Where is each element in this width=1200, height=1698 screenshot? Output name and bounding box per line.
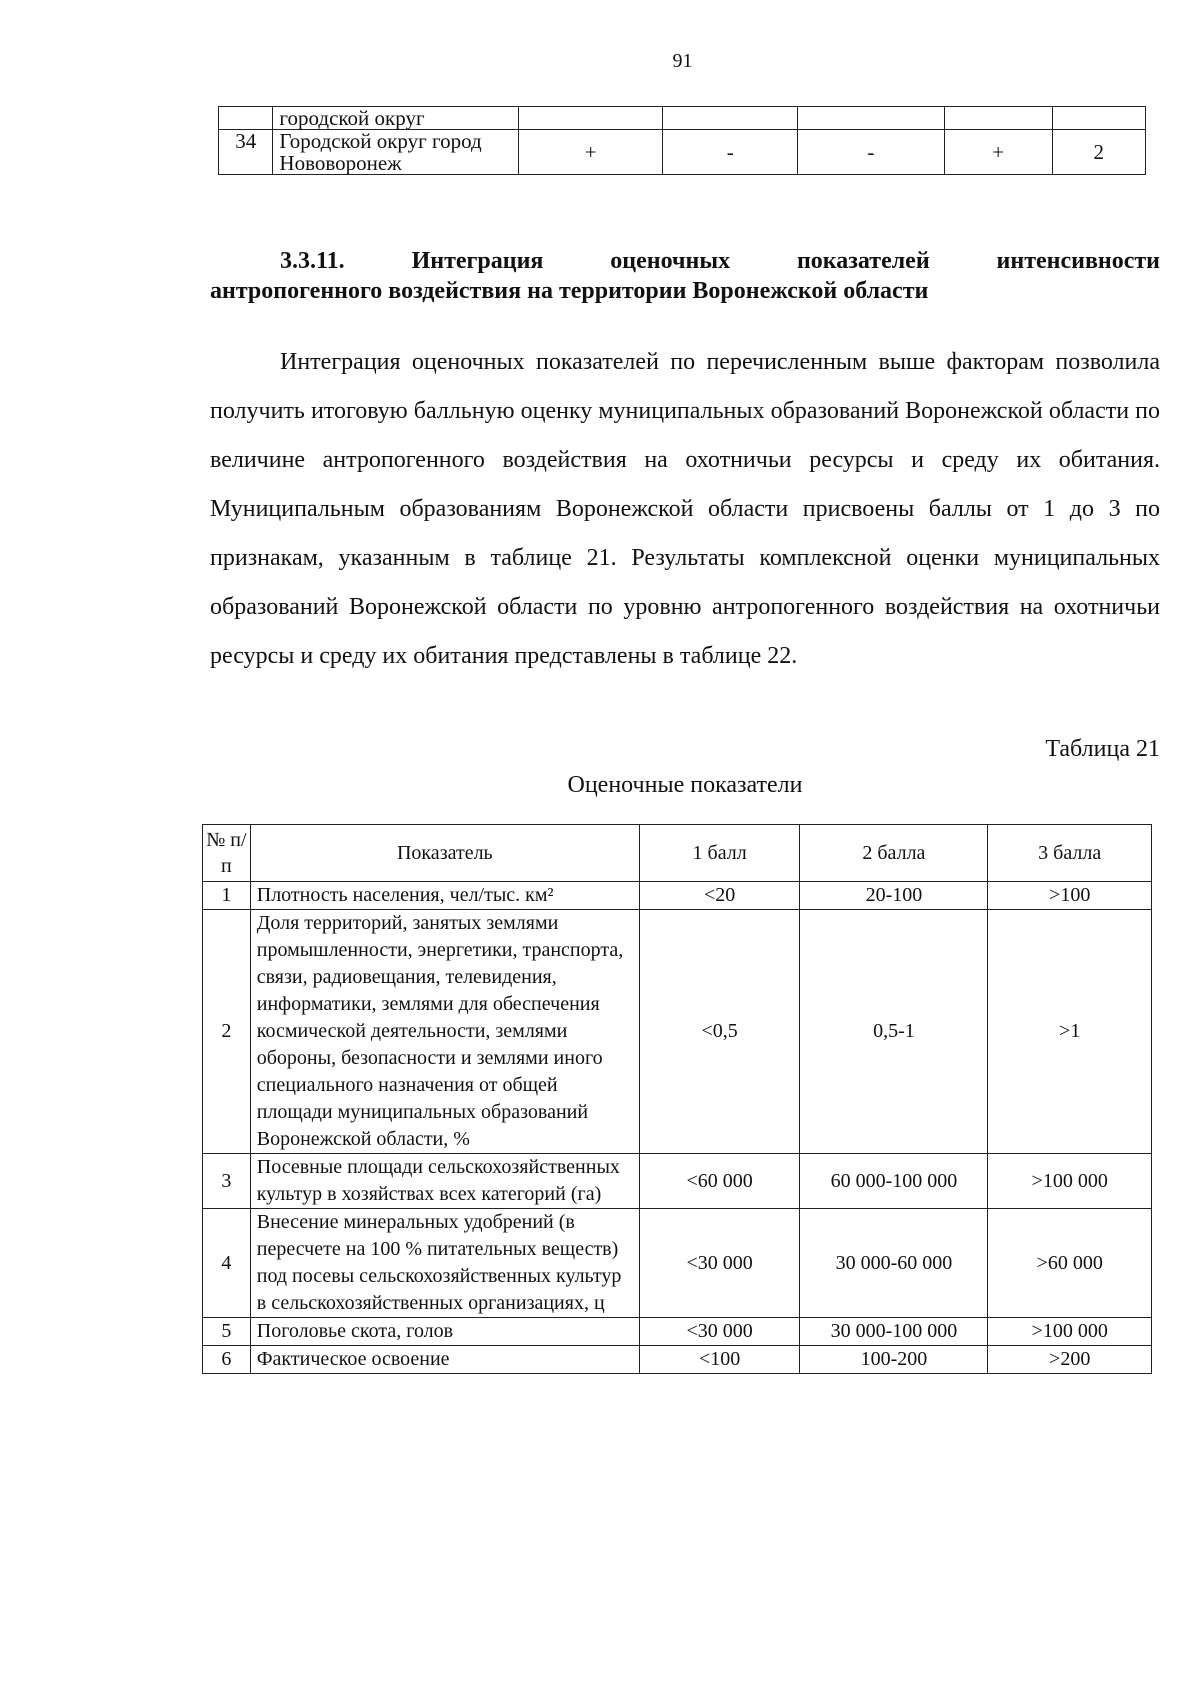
score-2-value: 20-100: [800, 882, 988, 910]
body-paragraph: Интеграция оценочных показателей по перечисленным выше факторам позволила получить итоговую балльную оценку муниципальных образований Воронежской области по величине антропогенного воздействия на охотничьи ресурсы и среду их обитания. Муниципальным образованиям Воронежской области присвоены баллы от 1 до 3 по признакам, указанным в таблице 21. Результаты комплексной оценки муниципальных образований Воронежской области по уровню антропогенного воздействия на охотничьи ресурсы и среду их обитания представлены в таблице 22.: [210, 349, 1160, 669]
indicator-name: Посевные площади сельскохозяйственных культур в хозяйствах всех категорий (га): [250, 1154, 639, 1209]
table-row: [203, 1209, 1152, 1318]
indicator-name: Плотность населения, чел/тыс. км²: [250, 882, 639, 910]
score-1-value: <30 000: [639, 1318, 800, 1346]
table-cell: -: [797, 130, 944, 175]
continued-table: [218, 106, 1146, 175]
row-number: 2: [203, 910, 251, 1154]
score-3-value: >100 000: [988, 1318, 1152, 1346]
header-score-3: 3 балла: [988, 825, 1152, 882]
row-number: 5: [203, 1318, 251, 1346]
municipality-name: Городской округ город Нововоронеж: [273, 130, 518, 175]
table-row: [203, 882, 1152, 910]
header-score-2: 2 балла: [800, 825, 988, 882]
score-2-value: 60 000-100 000: [800, 1154, 988, 1209]
header-indicator: Показатель: [250, 825, 639, 882]
table-cell: [1052, 107, 1145, 130]
score-1-value: <100: [639, 1346, 800, 1374]
row-number: 34: [219, 130, 273, 175]
table-cell: [797, 107, 944, 130]
row-number: 6: [203, 1346, 251, 1374]
table-cell: [663, 107, 797, 130]
table-cell: [944, 107, 1052, 130]
score-1-value: <0,5: [639, 910, 800, 1154]
score-2-value: 30 000-60 000: [800, 1209, 988, 1318]
header-num: № п/п: [203, 825, 251, 882]
indicator-name: Фактическое освоение: [250, 1346, 639, 1374]
score-1-value: <20: [639, 882, 800, 910]
section-heading: [210, 246, 1160, 306]
indicator-name: Доля территорий, занятых землями промышленности, энергетики, транспорта, связи, радиовещания, телевидения, информатики, землями для обеспечения космической деятельности, землями обороны, безопасности и землями иного специального назначения от общей площади муниципальных образований Воронежской области, %: [250, 910, 639, 1154]
table-cell: 2: [1052, 130, 1145, 175]
table-cell: +: [518, 130, 663, 175]
section-title-part1: Интеграция оценочных показателей интенсивности: [411, 248, 1161, 274]
row-number: 3: [203, 1154, 251, 1209]
table-row: [203, 1154, 1152, 1209]
table-row: [203, 910, 1152, 1154]
table-header-row: [203, 825, 1152, 882]
section-number: 3.3.11.: [280, 248, 345, 274]
score-2-value: 30 000-100 000: [800, 1318, 988, 1346]
table-row: [219, 107, 1146, 130]
page-number: 91: [672, 50, 693, 72]
score-1-value: <60 000: [639, 1154, 800, 1209]
score-3-value: >100 000: [988, 1154, 1152, 1209]
indicator-name: Внесение минеральных удобрений (в пересчете на 100 % питательных веществ) под посевы сельскохозяйственных культур в сельскохозяйственных организациях, ц: [250, 1209, 639, 1318]
score-2-value: 0,5-1: [800, 910, 988, 1154]
score-3-value: >1: [988, 910, 1152, 1154]
score-3-value: >200: [988, 1346, 1152, 1374]
table-cell: [518, 107, 663, 130]
table-cell: -: [663, 130, 797, 175]
row-number: [219, 107, 273, 130]
score-3-value: >100: [988, 882, 1152, 910]
score-1-value: <30 000: [639, 1209, 800, 1318]
section-heading-line1: [210, 246, 1160, 276]
table-row: [203, 1346, 1152, 1374]
header-score-1: 1 балл: [639, 825, 800, 882]
score-3-value: >60 000: [988, 1209, 1152, 1318]
score-2-value: 100-200: [800, 1346, 988, 1374]
table-label: Таблица 21: [1045, 736, 1160, 762]
table-caption: Оценочные показатели: [567, 772, 803, 798]
row-number: 4: [203, 1209, 251, 1318]
table-row: [203, 1318, 1152, 1346]
table-row: [219, 130, 1146, 175]
row-number: 1: [203, 882, 251, 910]
municipality-name: городской округ: [273, 107, 518, 130]
indicator-name: Поголовье скота, голов: [250, 1318, 639, 1346]
section-title-part2: антропогенного воздействия на территории Воронежской области: [210, 278, 929, 304]
indicators-table: [202, 824, 1152, 1374]
table-cell: +: [944, 130, 1052, 175]
